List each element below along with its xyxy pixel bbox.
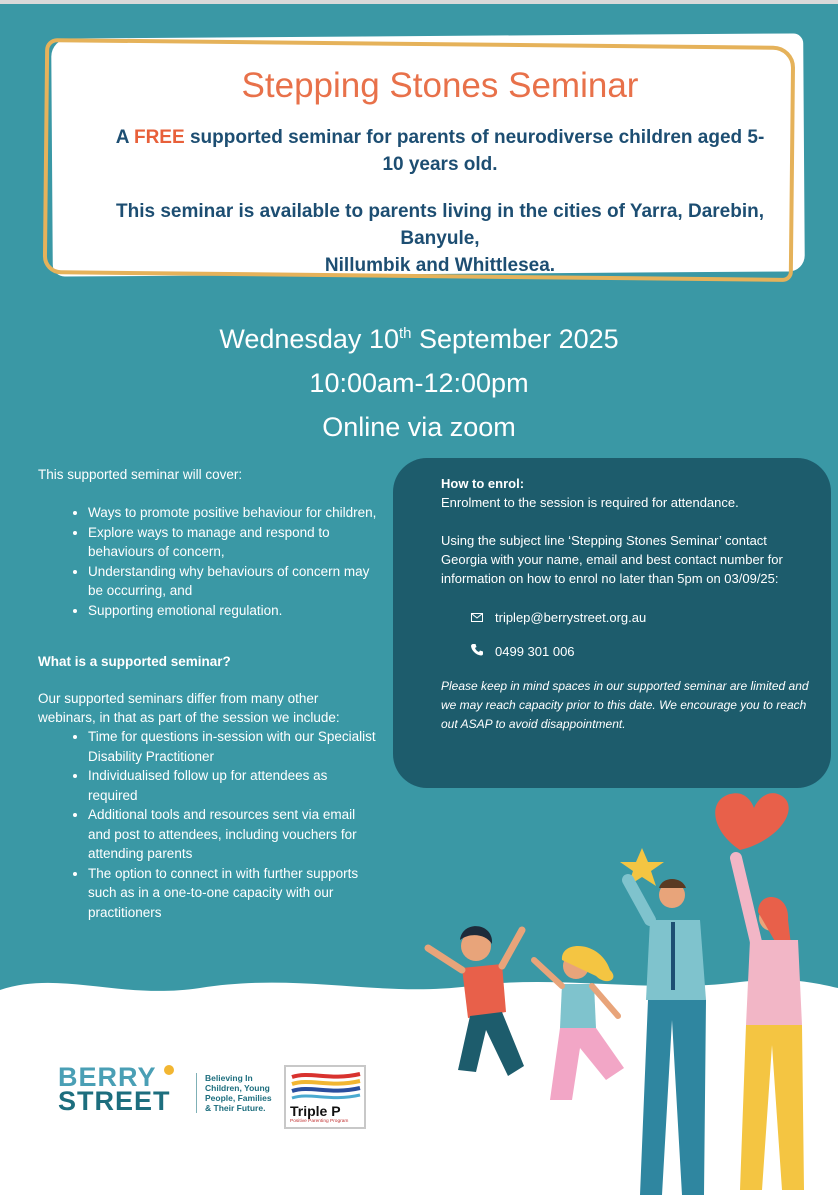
date-rest: September 2025 — [411, 324, 619, 354]
list-item: • Additional tools and resources sent via email and post to attendees, including vouchers for attending parents — [88, 805, 378, 864]
event-location: Online via zoom — [322, 412, 516, 442]
triple-p-name: Triple P — [290, 1103, 341, 1119]
date-suffix-sup: th — [398, 325, 412, 342]
supported-list — [38, 727, 378, 922]
description-prefix: A — [115, 127, 134, 148]
list-item: • The option to connect in with further supports such as in a one-to-one capacity with our practitioners — [88, 864, 378, 923]
page-title: Stepping Stones Seminar — [241, 66, 639, 105]
enrol-phone[interactable]: 0499 301 006 — [495, 643, 575, 659]
eligibility-line2: Nillumbik and Whittlesea. — [324, 255, 556, 276]
envelope-icon — [467, 611, 487, 625]
cover-intro: This supported seminar will cover: — [38, 467, 243, 482]
triple-p-waves-icon — [290, 1071, 362, 1101]
triple-p-subtitle: Positive Parenting Program — [290, 1119, 349, 1124]
eligibility-text — [90, 198, 790, 279]
list-item: • Explore ways to manage and respond to behaviours of concern, — [88, 523, 378, 562]
list-item: • Time for questions in-session with our Specialist Disability Practitioner — [88, 727, 378, 766]
capacity-note: Please keep in mind spaces in our supported seminar are limited and we may reach capacity prior to this date. We encourage you to reach out ASAP to avoid disappointment. — [441, 679, 809, 731]
family-illustration — [410, 780, 838, 1200]
list-item: • Supporting emotional regulation. — [88, 601, 378, 621]
event-date — [0, 312, 838, 361]
berry-street-tagline: Believing In Children, Young People, Families & Their Future. — [196, 1073, 279, 1113]
heart-icon — [715, 793, 788, 850]
free-highlight: FREE — [133, 127, 185, 148]
header-content — [90, 66, 790, 299]
event-info — [0, 312, 838, 449]
enrol-instructions: Using the subject line ‘Stepping Stones Seminar’ contact Georgia with your name, email and best contact number for information on how to enrol no later than 5pm on 03/09/25: — [441, 533, 783, 586]
list-item: • Ways to promote positive behaviour for children, — [88, 503, 378, 523]
event-time: 10:00am-12:00pm — [309, 368, 529, 398]
enrol-required: Enrolment to the session is required for attendance. — [441, 495, 739, 510]
supported-intro: Our supported seminars differ from many other webinars, in that as part of the session we include: — [38, 691, 340, 725]
berry-word-line2: STREET — [58, 1086, 171, 1116]
list-item: • Individualised follow up for attendees as required — [88, 766, 378, 805]
enrol-panel — [393, 458, 831, 788]
seminar-description — [90, 124, 790, 178]
berry-street-logo — [58, 1062, 198, 1125]
triple-p-logo — [284, 1065, 366, 1129]
list-item: • Understanding why behaviours of concern may be occurring, and — [88, 562, 378, 601]
berry-word-line1: BERRY — [58, 1062, 157, 1092]
enrol-heading: How to enrol: — [441, 476, 525, 491]
phone-icon — [467, 643, 487, 659]
berry-dot-icon — [162, 1063, 176, 1077]
seminar-details — [38, 465, 378, 922]
description-wrap: 10 years old. — [382, 154, 498, 175]
description-rest: supported seminar for parents of neurodiverse children aged 5- — [184, 127, 765, 148]
phone-row — [467, 643, 809, 659]
enrol-email[interactable]: triplep@berrystreet.org.au — [495, 610, 647, 625]
date-prefix: Wednesday 10 — [219, 324, 399, 354]
supported-heading: What is a supported seminar? — [38, 654, 231, 669]
email-row — [467, 610, 809, 625]
cover-list — [38, 503, 378, 620]
eligibility-line1: This seminar is available to parents living in the cities of Yarra, Darebin, Banyule, — [116, 201, 764, 249]
